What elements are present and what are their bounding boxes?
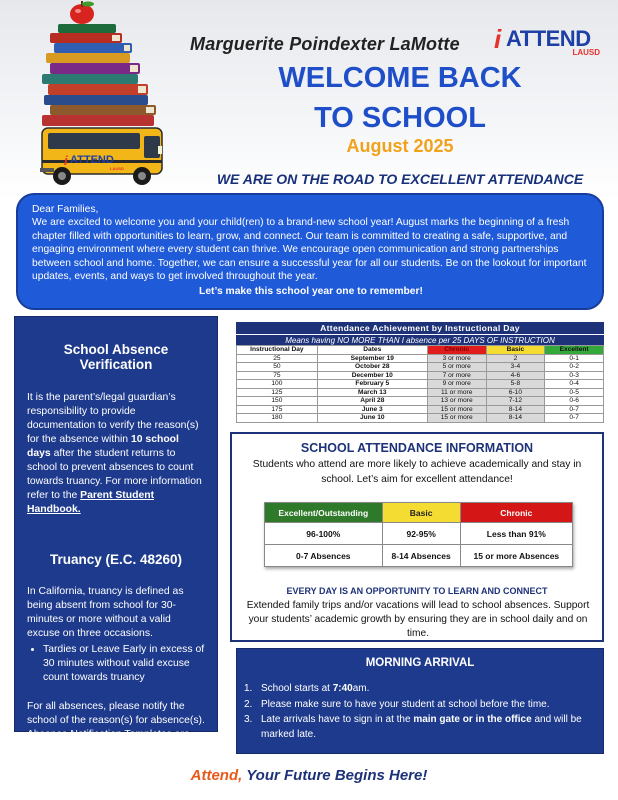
footer-accent: Attend, — [190, 767, 243, 784]
achievement-row — [237, 354, 604, 363]
attendance-info-box — [230, 432, 604, 642]
row-date: June 10 — [317, 414, 427, 423]
header-basic: Basic — [486, 346, 545, 355]
morning-list — [244, 682, 594, 743]
bus-logo — [64, 153, 140, 171]
row-basic: 6-10 — [486, 388, 545, 397]
notify-text: For all absences, please notify the school of the reason(s) for absence(s). Absence Notification Templates are available in the main office. — [27, 701, 205, 754]
row-date: June 3 — [317, 405, 427, 414]
achievement-row — [237, 363, 604, 372]
row-chronic: 7 or more — [427, 371, 486, 380]
row-excellent: 0-2 — [545, 363, 604, 372]
morning-item: 2. Please make sure to have your student at school before the time. — [244, 698, 550, 710]
header-dates: Dates — [317, 346, 427, 355]
row-chronic: 5 or more — [427, 363, 486, 372]
row-instructional-day: 180 — [237, 414, 318, 423]
achievement-row — [237, 405, 604, 414]
row-chronic: 15 or more — [427, 405, 486, 414]
level-basic-absences: 8-14 Absences — [382, 545, 460, 567]
row-date: February 5 — [317, 380, 427, 389]
letter-closing: Let’s make this school year one to remember! — [199, 286, 423, 298]
attendance-levels-table — [264, 502, 573, 567]
row-instructional-day: 50 — [237, 363, 318, 372]
title-line-1: WELCOME BACK — [278, 62, 522, 94]
achievement-subtitle: Means having NO MORE THAN I absence per 25 DAYS OF INSTRUCTION — [236, 334, 604, 345]
row-date: March 13 — [317, 388, 427, 397]
welcome-letter — [16, 193, 604, 310]
achievement-row — [237, 371, 604, 380]
title-line-2: TO SCHOOL — [314, 102, 486, 134]
iattend-logo — [494, 24, 604, 58]
footer-rest: Your Future Begins Here! — [242, 767, 428, 784]
bus-logo-i: i — [64, 153, 68, 168]
row-basic: 2 — [486, 354, 545, 363]
truancy-text: In California, truancy is defined as being absent from school for 30-minutes or more without a valid excuse on three occasions. — [27, 586, 184, 639]
row-chronic: 11 or more — [427, 388, 486, 397]
logo-i: i — [494, 24, 502, 54]
row-basic: 8-14 — [486, 405, 545, 414]
row-basic: 8-14 — [486, 414, 545, 423]
achievement-header-row — [237, 346, 604, 355]
row-basic: 5-8 — [486, 380, 545, 389]
level-excellent-label: Excellent/Outstanding — [265, 503, 383, 523]
every-day-heading: EVERY DAY IS AN OPPORTUNITY TO LEARN AND CONNECT — [286, 586, 548, 596]
tagline: WE ARE ON THE ROAD TO EXCELLENT ATTENDANCE — [216, 171, 584, 187]
morning-arrival-box — [236, 648, 604, 754]
truancy-bullet: • Tardies or Leave Early in excess of 30 minutes without valid excuse count towards truancy — [43, 643, 205, 685]
info-title: SCHOOL ATTENDANCE INFORMATION — [300, 441, 534, 455]
parent-handbook-link[interactable]: Parent Student Handbook. — [27, 490, 155, 515]
row-chronic: 15 or more — [427, 414, 486, 423]
achievement-row — [237, 388, 604, 397]
row-excellent: 0-7 — [545, 405, 604, 414]
letter-body: We are excited to welcome you and your child(ren) to a brand-new school year! August marks the beginning of a fresh chapter filled with opportunities to learn, grow, and connect. Our team is committed to creating a safe, supportive, and engaging environment where every student can thrive. We encourage open communication and strong partnerships between school and home. Together, we can ensure a successful year for all our students. Be on the lookout for important updates, events, and ways to get involved throughout the year. — [32, 217, 587, 283]
truancy-bullets — [27, 643, 205, 685]
books-stack-icon — [42, 24, 156, 126]
achievement-grid — [236, 345, 604, 423]
morning-title: MORNING ARRIVAL — [365, 657, 475, 669]
row-date: April 28 — [317, 397, 427, 406]
footer-slogan — [0, 767, 618, 784]
row-instructional-day: 75 — [237, 371, 318, 380]
row-instructional-day: 175 — [237, 405, 318, 414]
verification-title: School Absence Verification — [63, 342, 169, 372]
row-excellent: 0-5 — [545, 388, 604, 397]
level-excellent-absences: 0-7 Absences — [265, 545, 383, 567]
level-excellent-range: 96-100% — [265, 523, 383, 545]
truancy-title: Truancy (E.C. 48260) — [49, 552, 183, 567]
row-date: September 19 — [317, 354, 427, 363]
page-title — [250, 58, 550, 138]
achievement-title: Attendance Achievement by Instructional Day — [236, 322, 604, 334]
month-label: August 2025 — [346, 136, 454, 156]
row-date: October 28 — [317, 363, 427, 372]
info-text: Students who attend are more likely to achieve academically and stay in school. Let’s aim for excellent attendance! — [252, 459, 582, 485]
level-chronic-label: Chronic — [460, 503, 572, 523]
row-instructional-day: 25 — [237, 354, 318, 363]
header-instructional-day: Instructional Day — [237, 346, 318, 355]
achievement-rows — [237, 354, 604, 422]
verification-text: It is the parent’s/legal guardian’s responsibility to provide documentation to verify the reason(s) for the absence within 10 school days after the student returns to school to prevent absences to count towards truancy. For more information refer to the Parent Student Handbook. — [27, 392, 202, 515]
levels-absences-row — [265, 545, 573, 567]
row-excellent: 0-4 — [545, 380, 604, 389]
row-basic: 7-12 — [486, 397, 545, 406]
achievement-row — [237, 397, 604, 406]
logo-sub: LAUSD — [572, 48, 600, 57]
row-instructional-day: 100 — [237, 380, 318, 389]
school-name: Marguerite Poindexter LaMotte — [190, 34, 460, 54]
letter-greeting: Dear Families, — [32, 204, 99, 215]
logo-attend: ATTEND — [506, 26, 591, 51]
header-chronic: Chronic — [427, 346, 486, 355]
achievement-row — [237, 380, 604, 389]
row-chronic: 13 or more — [427, 397, 486, 406]
row-excellent: 0-6 — [545, 397, 604, 406]
morning-item: 1. School starts at 7:40am. — [244, 683, 370, 694]
achievement-row — [237, 414, 604, 423]
bus-logo-attend: ATTEND — [70, 154, 114, 166]
row-date: December 10 — [317, 371, 427, 380]
every-day-text: Extended family trips and/or vacations will lead to school absences. Support your students’ academic growth by ensuring they are in school daily and on time. — [246, 600, 590, 639]
level-chronic-absences: 15 or more Absences — [460, 545, 572, 567]
morning-item: 3. Late arrivals have to sign in at the main gate or in the office and will be marked late. — [244, 714, 582, 740]
levels-range-row — [265, 523, 573, 545]
header-excellent: Excellent — [545, 346, 604, 355]
bus-logo-sub: LAUSD — [110, 166, 124, 171]
row-basic: 4-6 — [486, 371, 545, 380]
row-excellent: 0-3 — [545, 371, 604, 380]
row-excellent: 0-7 — [545, 414, 604, 423]
row-basic: 3-4 — [486, 363, 545, 372]
row-chronic: 9 or more — [427, 380, 486, 389]
levels-header-row — [265, 503, 573, 523]
level-basic-label: Basic — [382, 503, 460, 523]
attendance-achievement-table — [236, 322, 604, 423]
apple-icon — [70, 1, 94, 24]
left-info-panel — [14, 316, 218, 754]
level-basic-range: 92-95% — [382, 523, 460, 545]
row-instructional-day: 125 — [237, 388, 318, 397]
row-chronic: 3 or more — [427, 354, 486, 363]
level-chronic-range: Less than 91% — [460, 523, 572, 545]
row-excellent: 0-1 — [545, 354, 604, 363]
row-instructional-day: 150 — [237, 397, 318, 406]
